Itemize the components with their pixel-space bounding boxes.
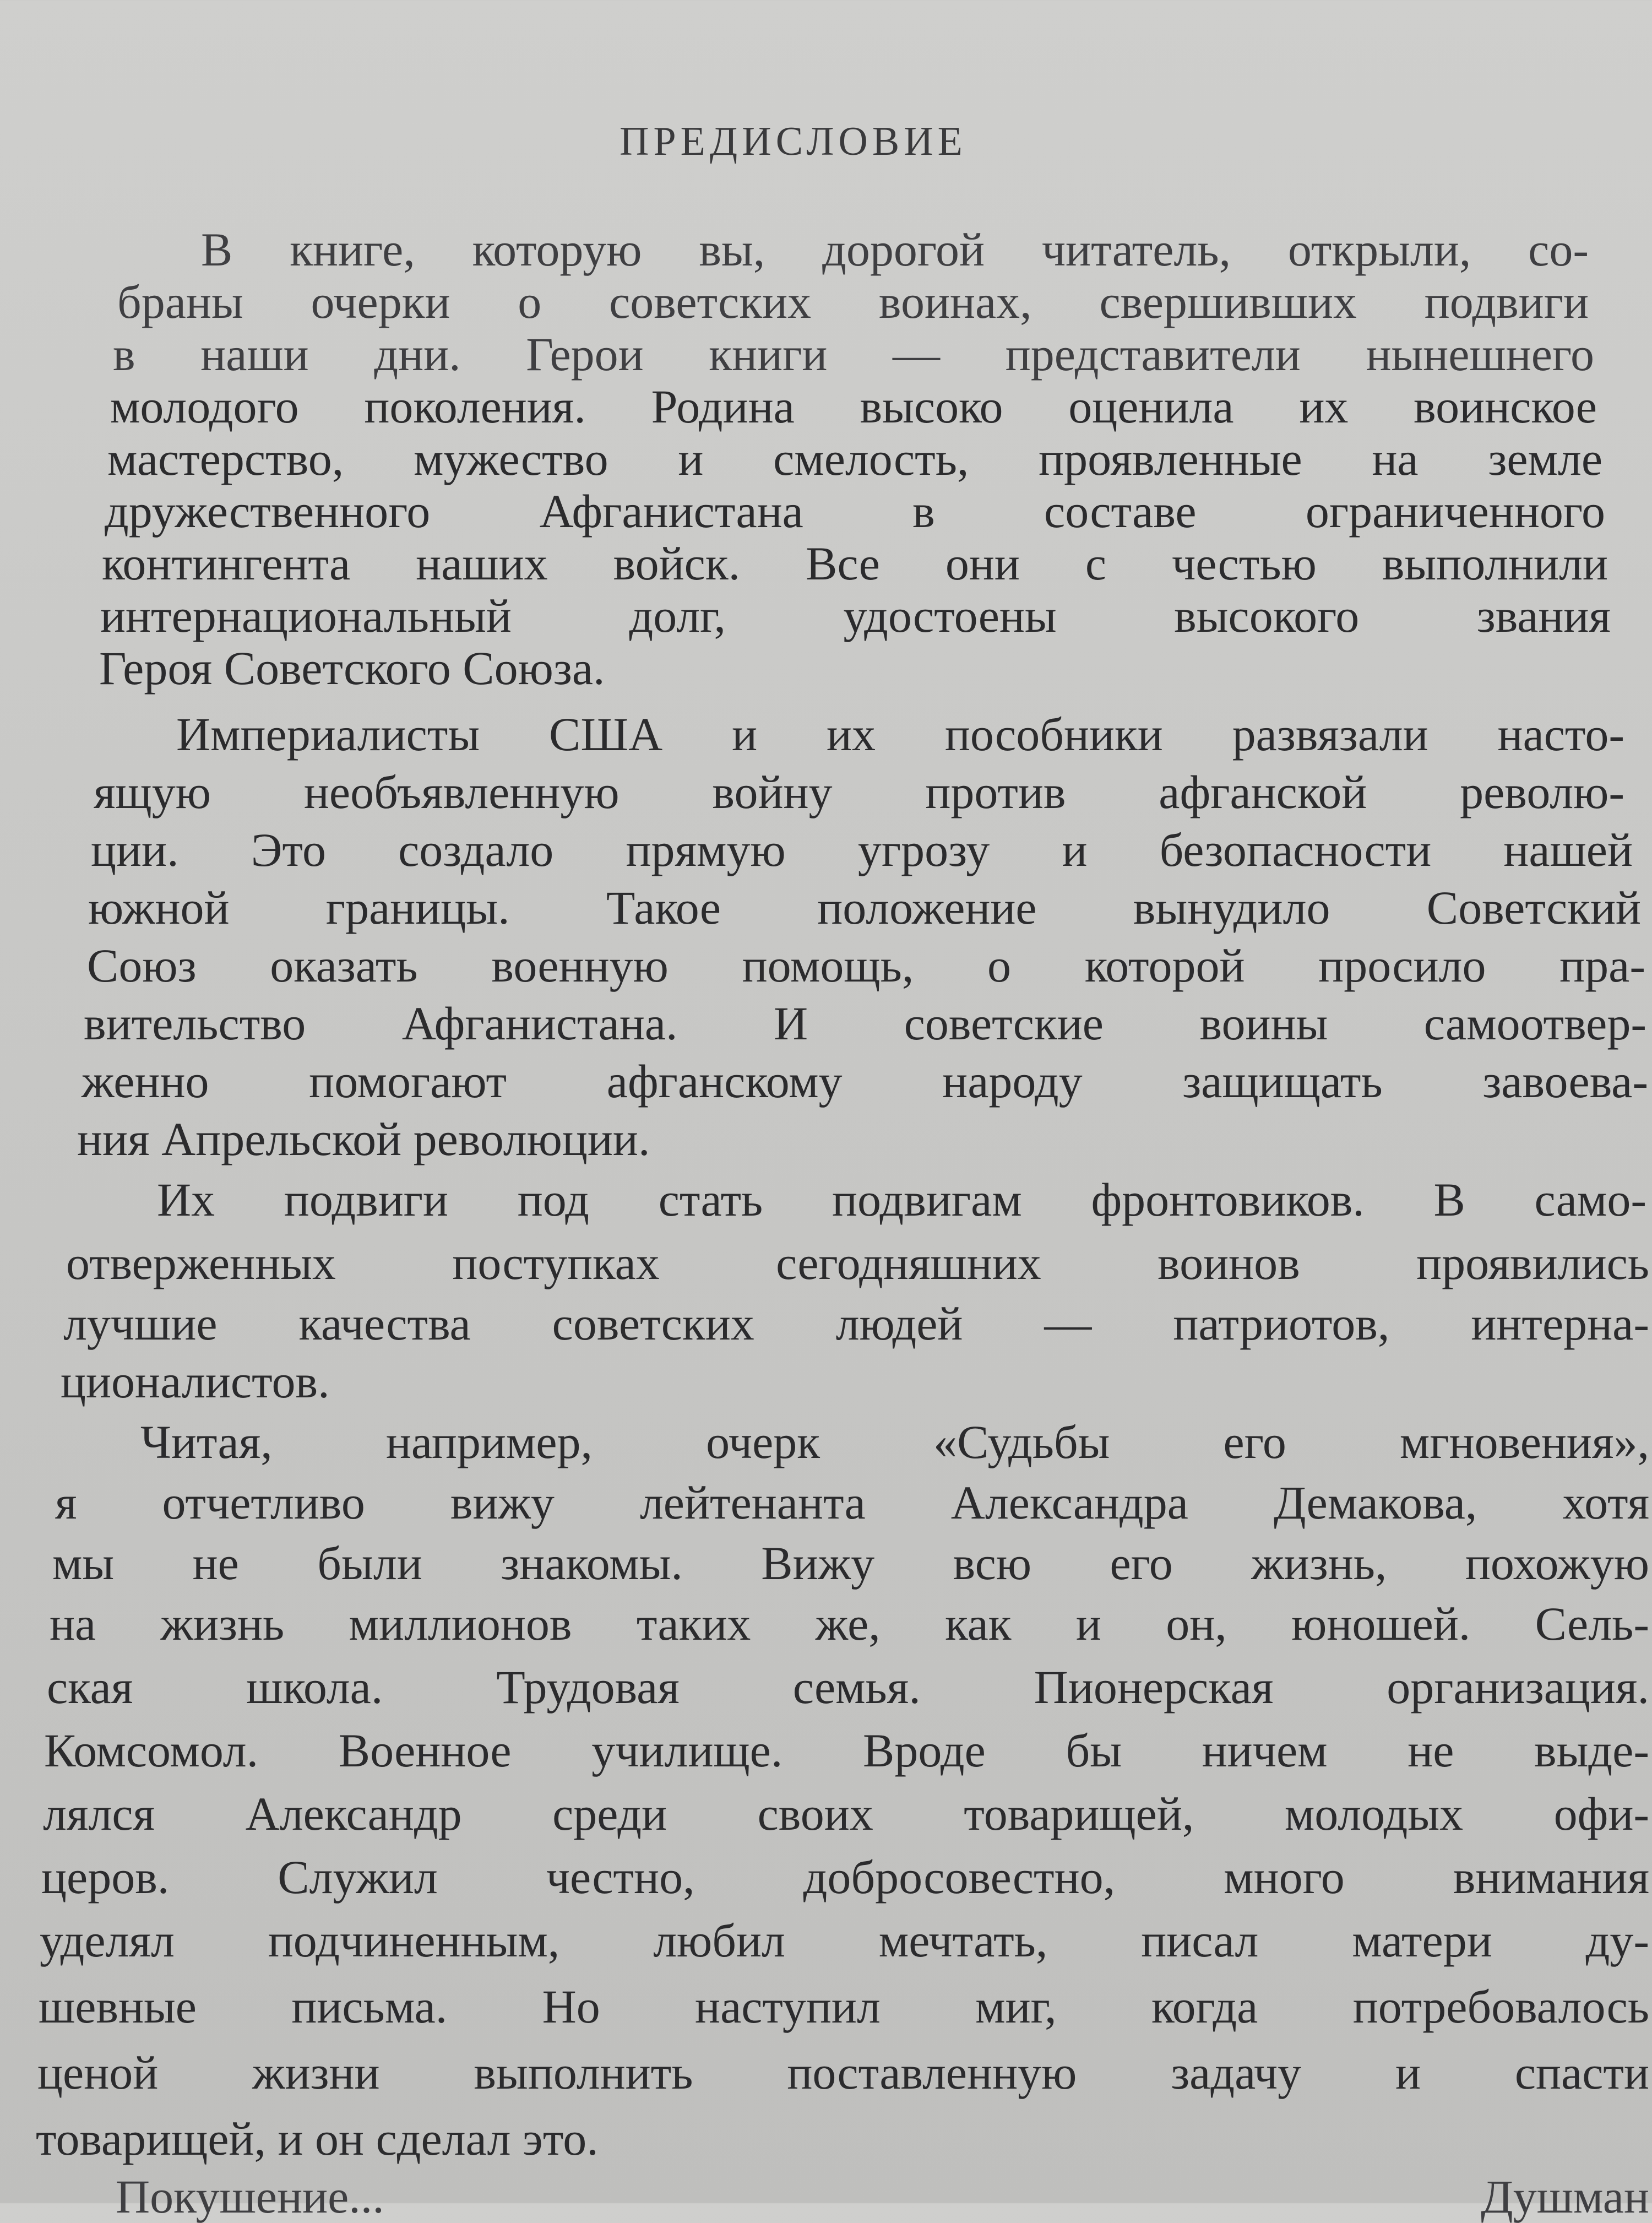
- text-line: отверженных поступках сегодняшних воинов проявились: [66, 1237, 1649, 1289]
- text-line: Героя Советского Союза.: [99, 642, 605, 695]
- text-line: мы не были знакомы. Вижу всю его жизнь, похожую: [52, 1537, 1649, 1590]
- text-line: женно помогают афганскому народу защищать завоева-: [81, 1055, 1648, 1108]
- text-line: уделял подчиненным, любил мечтать, писал матери ду-: [40, 1914, 1649, 1967]
- text-line: Их подвиги под стать подвигам фронтовиков. В само-: [157, 1173, 1646, 1226]
- text-line: дружественного Афганистана в составе ограниченного: [105, 485, 1605, 538]
- text-line: Комсомол. Военное училище. Вроде бы ничем не выде-: [44, 1724, 1649, 1777]
- text-line: на жизнь миллионов таких же, как и он, юношей. Сель-: [50, 1597, 1649, 1650]
- text-line: ская школа. Трудовая семья. Пионерская организация.: [47, 1661, 1649, 1714]
- text-line: Империалисты США и их пособники развязали насто-: [176, 708, 1624, 761]
- text-line: ционалистов.: [61, 1355, 330, 1408]
- text-line: я отчетливо вижу лейтенанта Александра Демакова, хотя: [55, 1476, 1649, 1529]
- text-line: ящую необъявленную войну против афганской револю-: [94, 766, 1624, 818]
- text-line: вительство Афганистана. И советские воины самоотвер-: [84, 997, 1646, 1050]
- text-line: браны очерки о советских воинах, свершивших подвиги: [117, 275, 1589, 328]
- text-line: лучшие качества советских людей — патриотов, интерна-: [63, 1297, 1649, 1350]
- text-line: Союз оказать военную помощь, о которой просило пра-: [87, 939, 1645, 992]
- text-line: Покушение... Душман: [116, 2170, 1649, 2223]
- text-line: в наши дни. Герои книги — представители нынешнего: [113, 328, 1594, 381]
- text-line: ции. Это создало прямую угрозу и безопасности нашей: [91, 823, 1633, 876]
- text-line: мастерство, мужество и смелость, проявленные на земле: [107, 432, 1602, 485]
- text-line: ценой жизни выполнить поставленную задачу и спасти: [37, 2046, 1649, 2099]
- text-line: контингента наших войск. Все они с честью выполнили: [102, 537, 1608, 590]
- text-line: ния Апрельской революции.: [77, 1113, 650, 1165]
- text-line: южной границы. Такое положение вынудило Советский: [88, 881, 1641, 934]
- text-line: интернациональный долг, удостоены высокого звания: [100, 589, 1611, 642]
- text-line: молодого поколения. Родина высоко оценила их воинское: [110, 380, 1597, 433]
- page-title: ПРЕДИСЛОВИЕ: [620, 119, 967, 164]
- text-line: товарищей, и он сделал это.: [36, 2112, 599, 2165]
- text-line: шевные письма. Но наступил миг, когда потребовалось: [39, 1980, 1649, 2033]
- text-line: Читая, например, очерк «Судьбы его мгновения»,: [140, 1416, 1649, 1468]
- text-line: церов. Служил честно, добросовестно, много внимания: [41, 1851, 1649, 1904]
- text-line: лялся Александр среди своих товарищей, молодых офи-: [43, 1787, 1649, 1840]
- text-line: В книге, которую вы, дорогой читатель, открыли, со-: [201, 223, 1589, 276]
